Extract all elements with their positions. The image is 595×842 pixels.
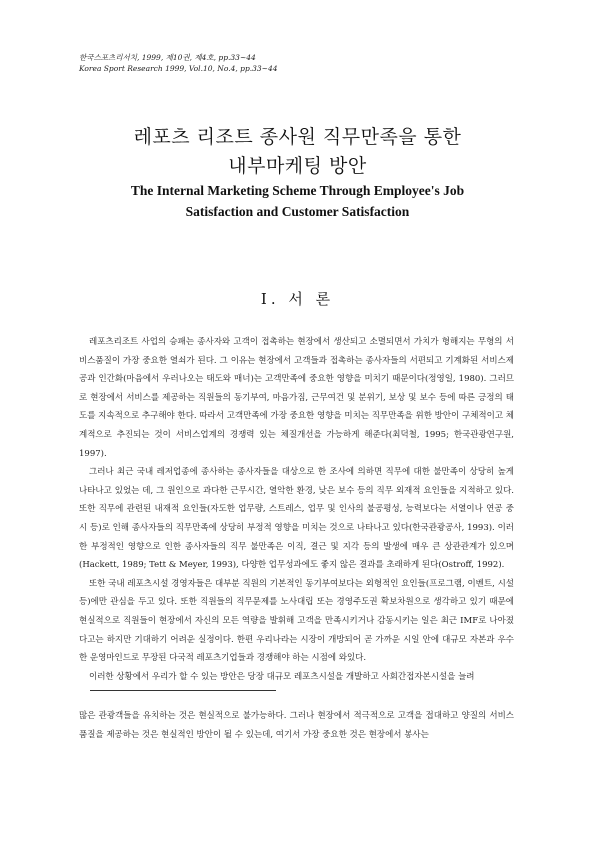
journal-citation-korean: 한국스포츠리서치, 1999, 제10권, 제4호, pp.33~44: [79, 53, 256, 62]
english-title-line-2: Satisfaction and Customer Satisfaction: [185, 204, 410, 219]
section-heading-introduction: Ⅰ. 서 론: [260, 290, 335, 308]
english-title-line-1: The Internal Marketing Scheme Through Employee's Job: [130, 183, 465, 198]
paragraph-continued: 많은 관광객들을 유치하는 것은 현실적으로 불가능하다. 그러나 현장에서 적극적으로 고객을 접대하고 양질의 서비스품질을 제공하는 것은 현실적인 방안이 될 수 있는데, 여기서 가장 중요한 것은 현장에서 봉사는: [79, 711, 514, 740]
korean-title-line-2: 내부마케팅 방안: [228, 155, 367, 177]
continuation-text: [79, 707, 514, 744]
paragraph: 이러한 상황에서 우리가 할 수 있는 방안은 당장 대규모 레포츠시설을 개발하고 사회간접자본시설을 늘려: [89, 671, 475, 682]
journal-header: [79, 52, 278, 74]
paragraph: 그러나 최근 국내 레저업종에 종사하는 종사자들을 대상으로 한 조사에 의하면 직무에 대한 불만족이 상당히 높게 나타나고 있었는 데, 그 원인으로 과다한 근무시간, 열악한 환경, 낮은 보수 등의 직무 외재적 요인들을 지적하고 있다. 또한 직무에 관련된 내재적 요인들(자도한 업무량, 스트레스, 업무 및 인사의 불공평성, 능력보다는 서열이나 연공 중시 등)로 인해 종사자들의 직무만족에 상당히 부정적 영향을 미치는 것으로 나타나고 있다(한국관광공사, 1993). 이러한 부정적인 영향으로 인한 종사자들의 직무 불만족은 이직, 결근 및 지각 등의 발생에 매우 큰 상관관계가 있으며(Hackett, 1989; Tett & Meyer, 1993), 다양한 업무성과에도 좋지 않은 결과를 초래하게 된다(Ostroff, 1992).: [79, 467, 514, 571]
body-text: [79, 333, 514, 686]
paragraph: 또한 국내 레포츠시설 경영자들은 대부분 직원의 기본적인 동기부여보다는 외형적인 요인들(프로그램, 이벤트, 시설 등)에만 관심을 두고 있다. 또한 직원들의 직무문제를 노사대립 또는 경영주도권 확보차원으로 생각하고 있기 때문에 현실적으로 직원들이 현장에서 자신의 모든 역량을 발휘해 고객을 만족시키거나 감동시키는 일은 최근 IMF로 나아졌다고는 하지만 기대하기 어려운 실정이다. 한편 우리나라는 시장이 개방되어 곧 가까운 시일 안에 대규모 자본과 우수한 운영마인드로 무장된 다국적 레포츠기업들과 경쟁해야 하는 시점에 와있다.: [79, 578, 514, 664]
korean-title-line-1: 레포츠 리조트 종사원 직무만족을 통한: [133, 126, 462, 148]
paragraph: 레포츠리조트 사업의 승패는 종사자와 고객이 접촉하는 현장에서 생산되고 소멸되면서 가치가 형해지는 무형의 서비스품질이 가장 중요한 열쇠가 된다. 그 이유는 현장에서 고객들과 접촉하는 종사자들의 서편되고 기계화된 서비스제공과 인간화(마음에서 우러나오는 태도와 매너)는 고객만족에 중요한 영향을 미치기 때문이다(정영일, 1980). 그러므로 현장에서 서비스를 제공하는 직원들의 동기부여, 마음가짐, 근무여건 및 분위기, 보상 및 보수 등에 따른 긍정의 태도를 지속적으로 추구해야 한다. 따라서 고객만족에 가장 중요한 영향을 미치는 직무만족을 위한 방안이 구체적이고 체계적으로 추진되는 것이 서비스업계의 경쟁력 있는 체질개선을 가능하게 해준다(최덕철, 1995; 한국관광연구원, 1997).: [79, 337, 514, 459]
journal-citation-english: Korea Sport Research 1999, Vol.10, No.4, pp.33~44: [79, 64, 278, 73]
footnote-divider: [90, 690, 276, 691]
